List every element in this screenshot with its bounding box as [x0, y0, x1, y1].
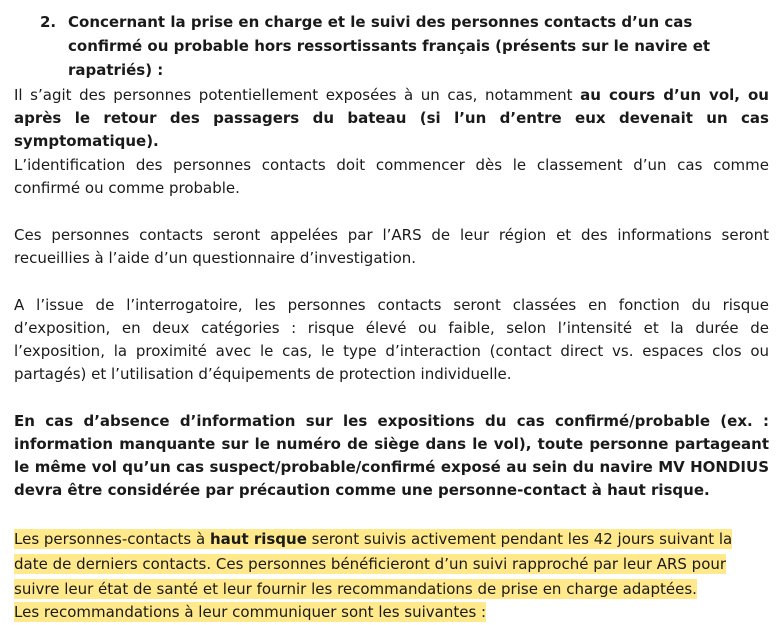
- paragraph-identification: L’identification des personnes contacts doit commencer dès le classement d’un cas comme confirmé ou comme probable.: [14, 156, 769, 197]
- section-title: Concernant la prise en charge et le suivi des personnes contacts d’un cas confirmé ou probable hors ressortissants français (présents sur le navire et rapatriés) :: [68, 13, 711, 79]
- section-heading: [40, 10, 770, 82]
- paragraph-high-risk-followup: [14, 527, 769, 602]
- paragraph-exposed-persons: [14, 84, 769, 153]
- paragraph-ars-contact: Ces personnes contacts seront appelées par l’ARS de leur région et des informations seront recueillies à l’aide d’un questionnaire d’investigation.: [14, 226, 769, 267]
- section-number: 2.: [40, 13, 57, 31]
- highlight-before: Les personnes-contacts à: [14, 530, 210, 548]
- paragraph-text: Il s’agit des personnes potentiellement exposées à un cas, notamment: [14, 86, 581, 104]
- highlight-bold: haut risque: [209, 530, 307, 548]
- highlight-after: seront suivis activement pendant les 42 jours suivant la date de derniers contacts. Ces personnes bénéficieront d’un suivi rapproché par leur ARS pour suivre leur état de santé et leur fournir les recommandations de prise en charge adaptées.: [14, 530, 733, 598]
- paragraph-risk-classification: A l’issue de l’interrogatoire, les personnes contacts seront classées en fonction du risque d’exposition, en deux catégories : risque élevé ou faible, selon l’intensité et la durée de l’exposition, la proximité avec le cas, le type d’interaction (contact direct vs. espaces clos ou partagés) et l’utilisation d’équipements de protection individuelle.: [14, 296, 769, 383]
- paragraph-absence-information: En cas d’absence d’information sur les expositions du cas confirmé/probable (ex. : information manquante sur le numéro de siège dans le vol), toute personne partageant le même vol qu’un cas suspect/probable/confirmé exposé au sein du navire MV HONDIUS devra être considérée par précaution comme une personne-contact à haut risque.: [14, 412, 769, 499]
- highlighted-text: [14, 529, 732, 599]
- paragraph-bold-text: au cours d’un vol, ou après le retour des passagers du bateau (si l’un d’entre eux devenait un cas symptomatique).: [14, 86, 769, 150]
- paragraph-recommendations-intro: [14, 600, 769, 625]
- highlighted-text: Les recommandations à leur communiquer sont les suivantes :: [14, 603, 487, 621]
